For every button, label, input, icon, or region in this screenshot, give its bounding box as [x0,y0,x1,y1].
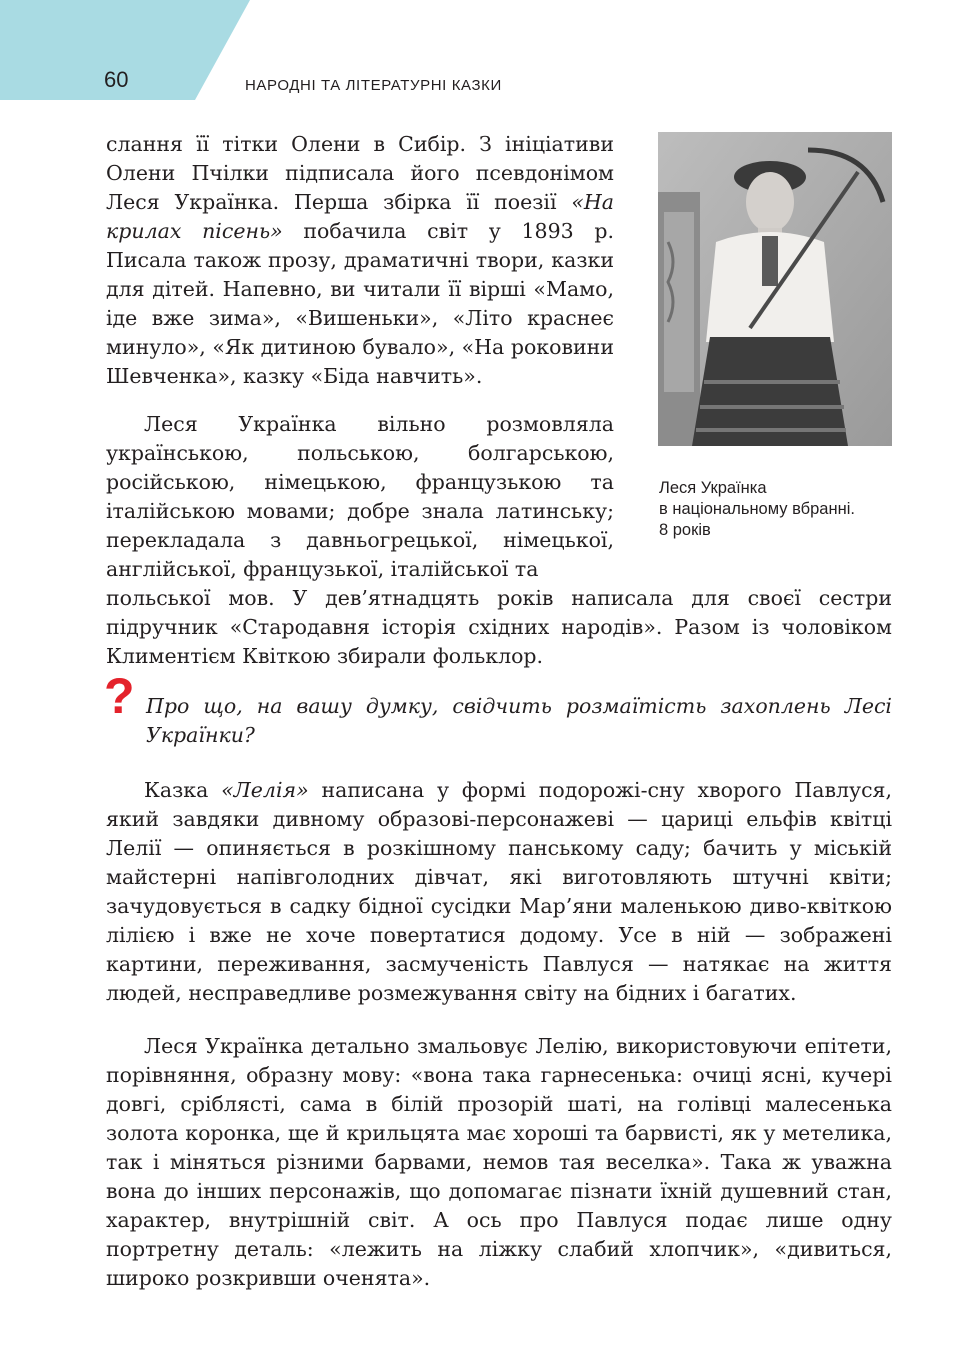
caption-line-1: Леся Українка [659,479,767,497]
intro-text-b: побачила світ у 1893 р. Писала також прозу, драматичні твори, казки для дітей. Напевно, ви читали її вірші «Мамо, іде вже зима», «Вишеньки», «Літо краснеє минуло», «Як дитиною бувало», «На роковини Шевченка», казку «Біда навчить». [106,219,615,388]
languages-paragraph: Леся Українка вільно розмовляла українською, польською, болгарською, російською, німецькою, французькою та італійською мовами; добре знала латинську; перекладала з давньогрецької, німецької, англійської, французької, італійської та [106,412,614,581]
languages-paragraph-continued: польської мов. У дев’ятнадцять років написала для своєї сестри підручник «Стародавня історія східних народів». Разом із чоловіком Климентієм Квіткою збирали фольклор. [106,586,892,668]
collection-title: «На крилах пісень» [106,190,614,243]
intro-paragraph [106,130,614,391]
lelia-lead: Казка [144,778,222,802]
photo-caption [659,478,899,541]
page-number: 60 [104,67,129,92]
question-mark-icon: ? [104,668,135,724]
portrait-photo [658,132,892,446]
lelia-title: «Лелія» [221,778,309,802]
caption-line-2: в національному вбранні. [659,500,855,518]
description-paragraph: Леся Українка детально змальовує Лелію, використовуючи епітети, порівняння, образну мову: «вона така гарнесенька: очиці ясні, кучері довгі, сріблясті, сама в білій прозорій шаті, на голівці малесенька золота коронка, ще й крильцята має хороші та барвисті, як у метелика, так і міняться різними барвами, немов тая веселка». Така ж уважна вона до інших персонажів, що допомагає пізнати їхній душевний стан, характер, внутрішній світ. А ось про Павлуся подає лише одну портретну деталь: «лежить на ліжку слабий хлопчик», «дивиться, широко розкривши оченята». [106,1034,892,1290]
intro-text-a: слання її тітки Олени в Сибір. З ініціативи Олени Пчілки підписала його псевдонімом Леся Українка. Перша збірка її поезії [106,132,614,214]
question-text: Про що, на вашу думку, свідчить розмаїтість захоплень Лесі Українки? [146,694,892,747]
caption-line-3: 8 років [659,521,711,539]
lelia-rest: написана у формі подорожі-сну хворого Павлуся, який завдяки дивному образові-персонажеві — цариці ельфів квітці Лелії — опиняється в розкішному панському саду; бачить у міській майстерні напівголодних дівчат, які виготовляють штучні квіти; зачудовується в садку бідної сусідки Мар’яни маленькою диво-квіткою лілією і вже не хоче повертатися додому. Усе в ній — зображені картини, переживання, засмученість Павлуся — натякає на життя людей, несправедливе розмежування світу на бідних і багатих. [106,778,892,1005]
lelia-paragraph [106,776,892,1008]
running-title: НАРОДНІ ТА ЛІТЕРАТУРНІ КАЗКИ [245,77,502,94]
